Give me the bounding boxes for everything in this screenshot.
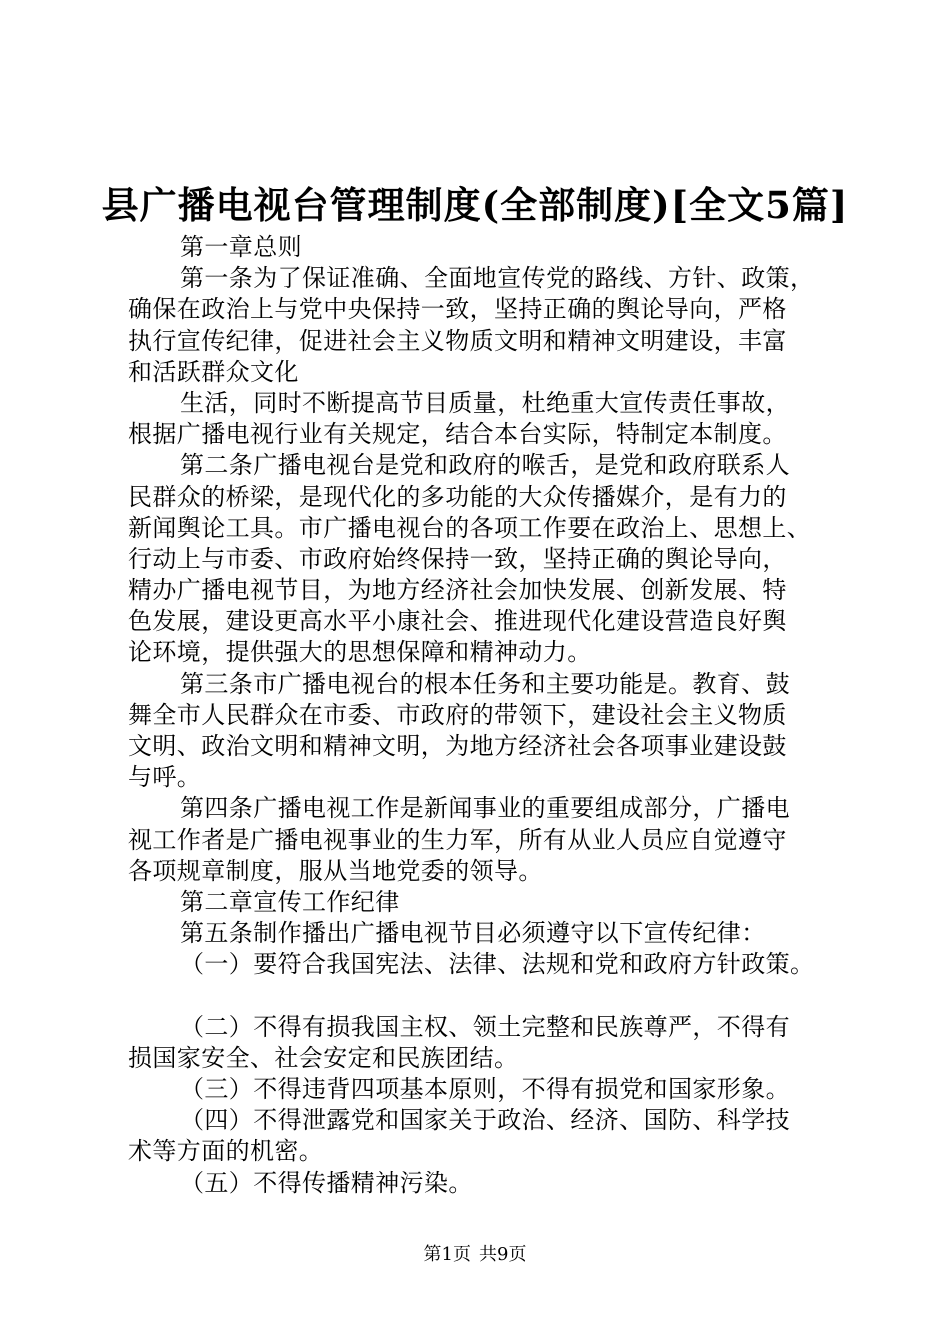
paragraph-line: 论环境，提供强大的思想保障和精神动力。 [128, 638, 592, 667]
paragraph-line: 视工作者是广播电视事业的生力军，所有从业人员应自觉遵守 [128, 825, 787, 854]
paragraph-line: 各项规章制度，服从当地党委的领导。 [128, 856, 543, 885]
paragraph-line: 与呼。 [128, 763, 202, 792]
paragraph-line: 第五条制作播出广播电视节目必须遵守以下宣传纪律： [180, 919, 766, 948]
paragraph-line: 和活跃群众文化 [128, 357, 299, 386]
list-item: （四）不得泄露党和国家关于政治、经济、国防、科学技 [180, 1106, 790, 1135]
document-title: 县广播电视台管理制度(全部制度)[全文5篇] [101, 183, 849, 227]
paragraph-line: 民群众的桥梁，是现代化的多功能的大众传播媒介，是有力的 [128, 482, 787, 511]
list-item: （三）不得违背四项基本原则，不得有损党和国家形象。 [180, 1075, 790, 1104]
chapter-heading: 第二章宣传工作纪律 [180, 887, 400, 916]
paragraph-line: 第二条广播电视台是党和政府的喉舌，是党和政府联系人 [180, 451, 790, 480]
paragraph-line: 生活，同时不断提高节目质量，杜绝重大宣传责任事故， [180, 388, 790, 417]
list-item: 损国家安全、社会安定和民族团结。 [128, 1043, 519, 1072]
list-item: （五）不得传播精神污染。 [180, 1168, 473, 1197]
list-item: （一）要符合我国宪法、法律、法规和党和政府方针政策。 [180, 950, 815, 979]
paragraph-line: 执行宣传纪律，促进社会主义物质文明和精神文明建设，丰富 [128, 326, 787, 355]
paragraph-line: 第三条市广播电视台的根本任务和主要功能是。教育、鼓 [180, 669, 790, 698]
document-body [128, 232, 848, 1199]
list-item: （二）不得有损我国主权、领土完整和民族尊严，不得有 [180, 1012, 790, 1041]
page-total: 共9页 [479, 1244, 527, 1265]
page-footer [0, 1240, 950, 1270]
blank-line [128, 981, 848, 1012]
page-number: 第1页 [423, 1244, 471, 1265]
paragraph-line: 第四条广播电视工作是新闻事业的重要组成部分，广播电 [180, 794, 790, 823]
paragraph-line: 行动上与市委、市政府始终保持一致，坚持正确的舆论导向， [128, 544, 787, 573]
paragraph-line: 新闻舆论工具。市广播电视台的各项工作要在政治上、思想上、 [128, 513, 812, 542]
paragraph-line: 舞全市人民群众在市委、市政府的带领下，建设社会主义物质 [128, 700, 787, 729]
paragraph-line: 精办广播电视节目，为地方经济社会加快发展、创新发展、特 [128, 576, 787, 605]
paragraph-line: 文明、政治文明和精神文明，为地方经济社会各项事业建设鼓 [128, 732, 787, 760]
paragraph-line: 确保在政治上与党中央保持一致，坚持正确的舆论导向，严格 [128, 295, 787, 324]
paragraph-line: 色发展，建设更高水平小康社会、推进现代化建设营造良好舆 [128, 607, 787, 636]
list-item: 术等方面的机密。 [128, 1137, 324, 1166]
paragraph-line: 第一条为了保证准确、全面地宣传党的路线、方针、政策， [180, 264, 815, 293]
paragraph-line: 根据广播电视行业有关规定，结合本台实际，特制定本制度。 [128, 420, 787, 449]
chapter-heading: 第一章总则 [180, 233, 302, 261]
